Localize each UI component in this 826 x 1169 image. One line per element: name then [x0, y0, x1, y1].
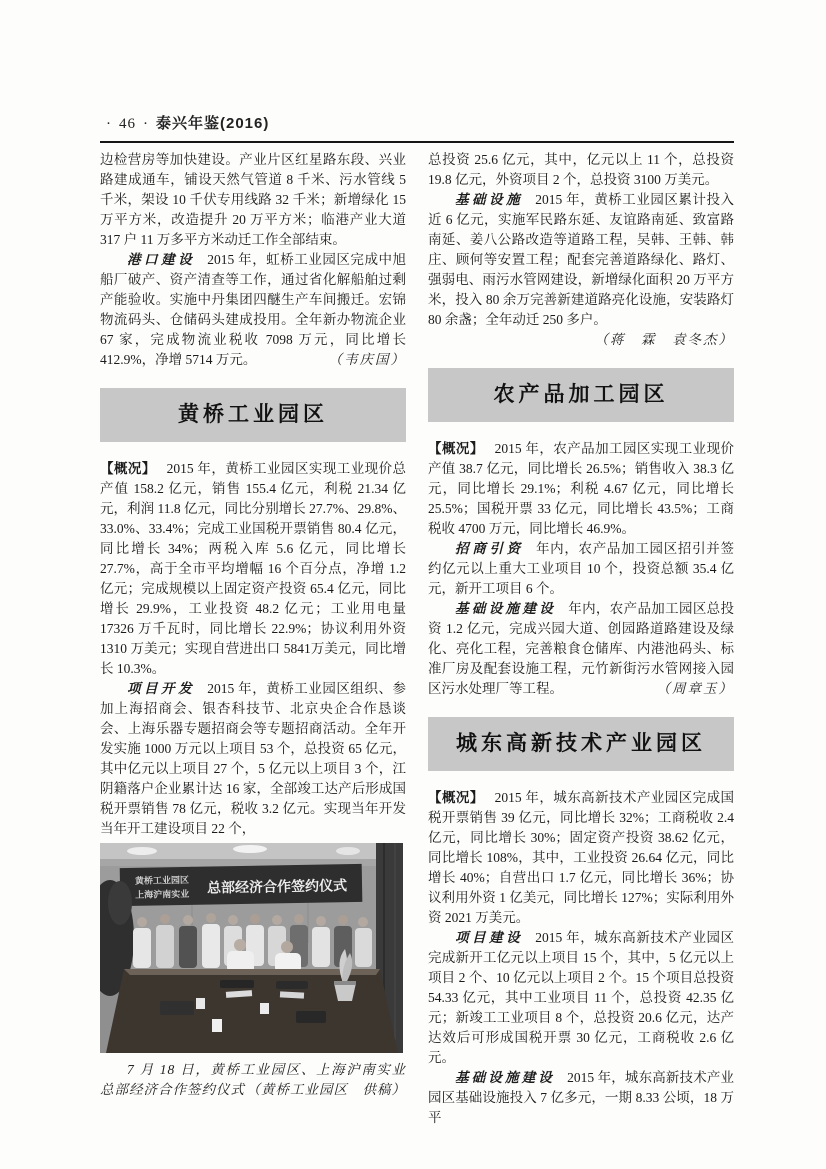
left-column [100, 150, 406, 1100]
paragraph-text: 总投资 25.6 亿元，其中，亿元以上 11 个，总投资 19.8 亿元，外资项目 2 个，总投资 3100 万美元。 [428, 152, 734, 187]
section-title-text: 黄桥工业园区 [178, 403, 328, 426]
paragraph-overview [100, 459, 406, 679]
photo-ceiling [100, 843, 403, 867]
author-attribution: （周章玉） [656, 681, 734, 696]
signing-ceremony-photo [100, 843, 403, 1053]
photo-illustration [100, 843, 403, 1053]
paragraph-overview [428, 788, 734, 928]
paragraph-infrastructure-construction [428, 1068, 734, 1128]
paragraph-continuation [100, 150, 406, 250]
paragraph-project-construction [428, 928, 734, 1068]
page-header [106, 112, 269, 133]
paragraph-text: 2015 年，黄桥工业园区累计投入近 6 亿元，实施军民路东延、友谊路南延、致富路南延、姜八公路改造等道路工程，吴韩、王韩、韩庄、顾何等安置工程；配套完善道路绿化、路灯、强弱电、雨污水管网建设，新增绿化面积 20 万平方米，投入 80 余万完善新建道路亮化设施，安装路灯 80 余盏；全年动迁 250 多户。 [428, 192, 735, 327]
paragraph-project-development [100, 679, 406, 839]
author-attribution: （韦庆国） [328, 352, 406, 367]
book-title: 泰兴年鉴(2016) [156, 115, 270, 132]
paragraph-text: 2015 年，黄桥工业园区组织、参加上海招商会、银杏科技节、北京央企合作恳谈会、上海乐器专题招商会等专题招商活动。全年开发实施 1000 万元以上项目 53 个，总投资 65 亿元，其中亿元以上项目 27 个，5 亿元以上项目 3 个，江阴籍落户企业累计达 16 家，全部竣工达产后形成国税开票销售 78 亿元，税收 3.2 亿元。实现当年开发当年开工建设项目 22 个， [100, 681, 407, 836]
banner-org-line2: 上海沪南实业 [135, 888, 190, 900]
paragraph-text: 2015 年，城东高新技术产业园区完成新开工亿元以上项目 15 个，其中，5 亿元以上项目 2 个、10 亿元以上项目 2 个。15 个项目总投资 54.33 亿元，其中工业项目 11 个，总投资 42.35 亿元；新竣工工业项目 8 个，总投资 20.6 亿元，达产达效后可形成国税开票 30 亿元，工商税收 2.6 亿元。 [428, 930, 735, 1065]
paragraph-infrastructure [428, 190, 734, 330]
paragraph-lead: 基础设施 [455, 192, 524, 207]
photo-banner [120, 864, 363, 906]
header-rule [100, 141, 734, 143]
overview-label: 【概况】 [428, 441, 484, 456]
paragraph-continuation [428, 150, 734, 190]
paragraph-text: 边检营房等加快建设。产业片区红星路东段、兴业路建成通车，铺设天然气管道 8 千米、污水管线 5 千米，架设 10 千伏专用线路 32 千米；新增绿化 15 万平方米，改造提升 20 万平方米；临港产业大道 317 户 11 万多平方米动迁工作全部结束。 [100, 152, 406, 247]
banner-org-line1: 黄桥工业园区 [134, 874, 190, 886]
paragraph-text: 年内，农产品加工园区招引并签约亿元以上重大工业项目 10 个，投资总额 35.4 亿元，新开工项目 6 个。 [428, 541, 735, 596]
page-number: 46 [119, 116, 136, 132]
paragraph-lead: 港口建设 [127, 252, 196, 267]
banner-main-text: 总部经济合作签约仪式 [206, 877, 348, 896]
photo-credit: （黄桥工业园区 供稿） [246, 1082, 406, 1097]
section-title-text: 农产品加工园区 [493, 383, 669, 406]
section-title-huangqiao-industrial-park [100, 388, 406, 442]
paragraph-investment-attraction [428, 539, 734, 599]
paragraph-text: 2015 年，黄桥工业园区实现工业现价总产值 158.2 亿元，销售 155.4 亿元，利税 21.34 亿元，利润 11.8 亿元，同比分别增长 27.7%、29.8%、33.0%、33.4%；完成工业国税开票销售 80.4 亿元，同比增长 34%；两税入库 5.6 亿元，同比增长 27.7%，高于全市平均增幅 16 个百分点，净增 1.2 亿元；完成规模以上固定资产投资 65.4 亿元，同比增长 29.9%，工业投资 48.2 亿元；工业用电量 17326 万千瓦时，同比增长 22.9%；协议利用外资 1310 万美元；实现自营进出口 5841万美元，同比增长 10.3%。 [100, 461, 407, 676]
paragraph-text: 2015 年，农产品加工园区实现工业现价产值 38.7 亿元，同比增长 26.5%；销售收入 38.3 亿元，同比增长 29.1%；利税 4.67 亿元，同比增长 25.5%；国税开票 33 亿元，同比增长 43.5%；工商税收 4700 万元，同比增长 46.9%。 [428, 441, 735, 536]
paragraph-text: 年内，农产品加工园区总投资 1.2 亿元，完成兴园大道、创园路道路建设及绿化、亮化工程，完善粮食仓储库、内港池码头、标准厂房及配套设施工程，元竹新街污水管网接入园区污水处理厂等工程。 [428, 601, 735, 696]
right-column [428, 150, 734, 1128]
paragraph-lead: 项目开发 [127, 681, 196, 696]
caption-text: 7 月 18 日，黄桥工业园区、上海沪南实业总部经济合作签约仪式 [100, 1062, 406, 1097]
paragraph-lead: 项目建设 [455, 930, 524, 945]
overview-label: 【概况】 [100, 461, 156, 476]
paragraph-lead: 基础设施建设 [455, 1070, 555, 1085]
paragraph-lead: 招商引资 [455, 541, 524, 556]
header-dot: · [106, 116, 112, 132]
author-attribution: （蒋 霖 袁冬杰） [594, 332, 734, 347]
paragraph-text: 2015 年，城东高新技术产业园区完成国税开票销售 39 亿元，同比增长 32%；工商税收 2.4 亿元，同比增长 30%；固定资产投资 38.62 亿元，同比增长 108%，其中，工业投资 26.64 亿元，同比增长 40%；自营出口 1.7 亿元，同比增长 36%；协议利用外资 1 亿美元，同比增长 127%；实际利用外资 2021 万美元。 [428, 790, 735, 925]
overview-label: 【概况】 [428, 790, 484, 805]
section-title-chengdong-hightech-park [428, 717, 734, 771]
section-title-text: 城东高新技术产业园区 [456, 732, 706, 755]
paragraph-overview [428, 439, 734, 539]
section-title-agri-processing-park [428, 368, 734, 422]
paragraph-text: 2015 年，虹桥工业园区完成中旭船厂破产、资产清查等工作，通过省化解船舶过剩产能验收。实施中丹集团四醚生产车间搬迁。宏锦物流码头、仓储码头建成投用。全年新办物流企业 67 家，完成物流业税收 7098 万元，同比增长 412.9%，净增 5714 万元。 [100, 252, 407, 367]
paragraph-lead: 基础设施建设 [455, 601, 557, 616]
paragraph-text: 2015 年，城东高新技术产业园区基础设施投入 7 亿多元，一期 8.33 公顷，18 万平 [428, 1070, 735, 1125]
header-dot: · [143, 116, 149, 132]
